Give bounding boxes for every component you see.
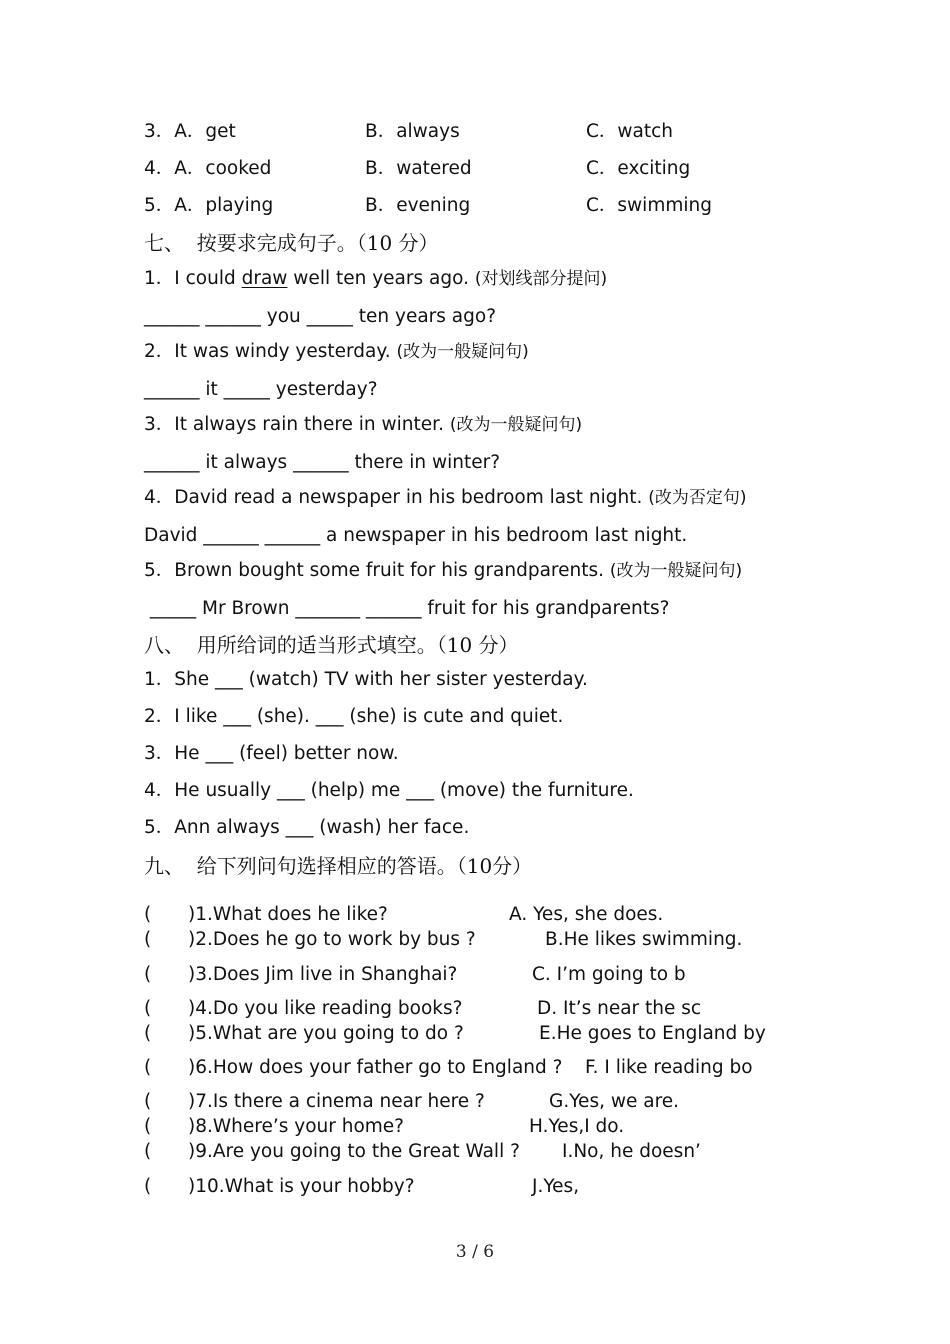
s7-q1-text-post: well ten years ago.	[287, 268, 475, 289]
s7-question-4	[144, 486, 747, 510]
s9-paren-5: (	[144, 1023, 152, 1044]
s9-paren-8: (	[144, 1116, 152, 1137]
s7-q4-text: 4．David read a newspaper in his bedroom last night.	[144, 487, 649, 508]
section7-heading: 七、 按要求完成句子。（10 分）	[144, 231, 439, 255]
s9-answer-g: G.Yes, we are.	[549, 1091, 680, 1112]
s7-q3-note: (改为一般疑问句)	[449, 415, 583, 435]
s8-item-2: 2．I like ___ (she). ___ (she) is cute and quiet.	[144, 706, 564, 727]
s9-answer-i: I.No, he doesn’	[562, 1141, 701, 1162]
s7-q1-underlined: draw	[241, 268, 288, 289]
option-5b: B．evening	[365, 195, 471, 216]
option-3b: B．always	[365, 121, 460, 142]
s8-item-4: 4．He usually ___ (help) me ___ (move) the furniture.	[144, 780, 634, 801]
s8-item-1: 1．She ___ (watch) TV with her sister yesterday.	[144, 669, 588, 690]
s7-question-1	[144, 267, 607, 291]
section9-heading: 九、 给下列问句选择相应的答语。（10分）	[144, 854, 533, 878]
s7-q1-note: (对划线部分提问)	[474, 269, 608, 289]
option-5a: 5．A．playing	[144, 195, 274, 216]
option-4a: 4．A．cooked	[144, 158, 272, 179]
option-4b: B．watered	[365, 158, 472, 179]
option-3c: C．watch	[586, 121, 674, 142]
s7-q5-note: (改为一般疑问句)	[609, 561, 743, 581]
s9-question-8: )8.Where’s your home?	[188, 1116, 404, 1137]
s9-answer-d: D. It’s near the sc	[537, 998, 702, 1019]
option-4c: C．exciting	[586, 158, 691, 179]
s7-question-2	[144, 340, 529, 364]
s9-question-2: )2.Does he go to work by bus ?	[188, 929, 476, 950]
s8-item-3: 3．He ___ (feel) better now.	[144, 743, 399, 764]
s8-item-5: 5．Ann always ___ (wash) her face.	[144, 817, 470, 838]
page-number: 3 / 6	[455, 1242, 495, 1262]
s9-question-9: )9.Are you going to the Great Wall ?	[188, 1141, 520, 1162]
s9-paren-3: (	[144, 964, 152, 985]
s7-q2-note: (改为一般疑问句)	[396, 342, 529, 362]
s9-paren-7: (	[144, 1091, 152, 1112]
s9-question-10: )10.What is your hobby?	[188, 1176, 415, 1197]
s7-q2-text: 2．It was windy yesterday.	[144, 341, 397, 362]
s9-answer-h: H.Yes,I do.	[529, 1116, 625, 1137]
s9-question-7: )7.Is there a cinema near here ?	[188, 1091, 485, 1112]
s9-paren-4: (	[144, 998, 152, 1019]
section8-heading: 八、 用所给词的适当形式填空。（10 分）	[144, 633, 519, 657]
s9-paren-10: (	[144, 1176, 152, 1197]
s7-q4-note: (改为否定句)	[648, 488, 747, 508]
option-5c: C．swimming	[586, 195, 712, 216]
s9-answer-b: B.He likes swimming.	[545, 929, 743, 950]
s9-question-4: )4.Do you like reading books?	[188, 998, 463, 1019]
s9-paren-2: (	[144, 929, 152, 950]
s9-paren-6: (	[144, 1057, 152, 1078]
option-3a: 3．A．get	[144, 121, 236, 142]
s7-answer-5: _____ Mr Brown _______ ______ fruit for his grandparents?	[144, 598, 670, 619]
s9-answer-c: C. I’m going to b	[532, 964, 686, 985]
s9-paren-9: (	[144, 1141, 152, 1162]
s7-q5-text: 5．Brown bought some fruit for his grandparents.	[144, 560, 610, 581]
s7-answer-1: ______ ______ you _____ ten years ago?	[144, 306, 497, 327]
s7-answer-2: ______ it _____ yesterday?	[144, 379, 378, 400]
s7-q1-text: 1．I could	[144, 268, 242, 289]
s9-question-5: )5.What are you going to do ?	[188, 1023, 464, 1044]
s9-question-1: )1.What does he like?	[188, 904, 388, 925]
s9-answer-a: A. Yes, she does.	[509, 904, 664, 925]
s9-paren-1: (	[144, 904, 152, 925]
s9-answer-j: J.Yes,	[532, 1176, 580, 1197]
s7-question-3	[144, 413, 582, 437]
s7-answer-3: ______ it always ______ there in winter?	[144, 452, 501, 473]
s7-question-5	[144, 559, 742, 583]
s9-answer-e: E.He goes to England by	[539, 1023, 766, 1044]
s7-answer-4: David ______ ______ a newspaper in his bedroom last night.	[144, 525, 688, 546]
s9-question-3: )3.Does Jim live in Shanghai?	[188, 964, 458, 985]
s7-q3-text: 3．It always rain there in winter.	[144, 414, 450, 435]
s9-answer-f: F. I like reading bo	[585, 1057, 753, 1078]
s9-question-6: )6.How does your father go to England ?	[188, 1057, 563, 1078]
